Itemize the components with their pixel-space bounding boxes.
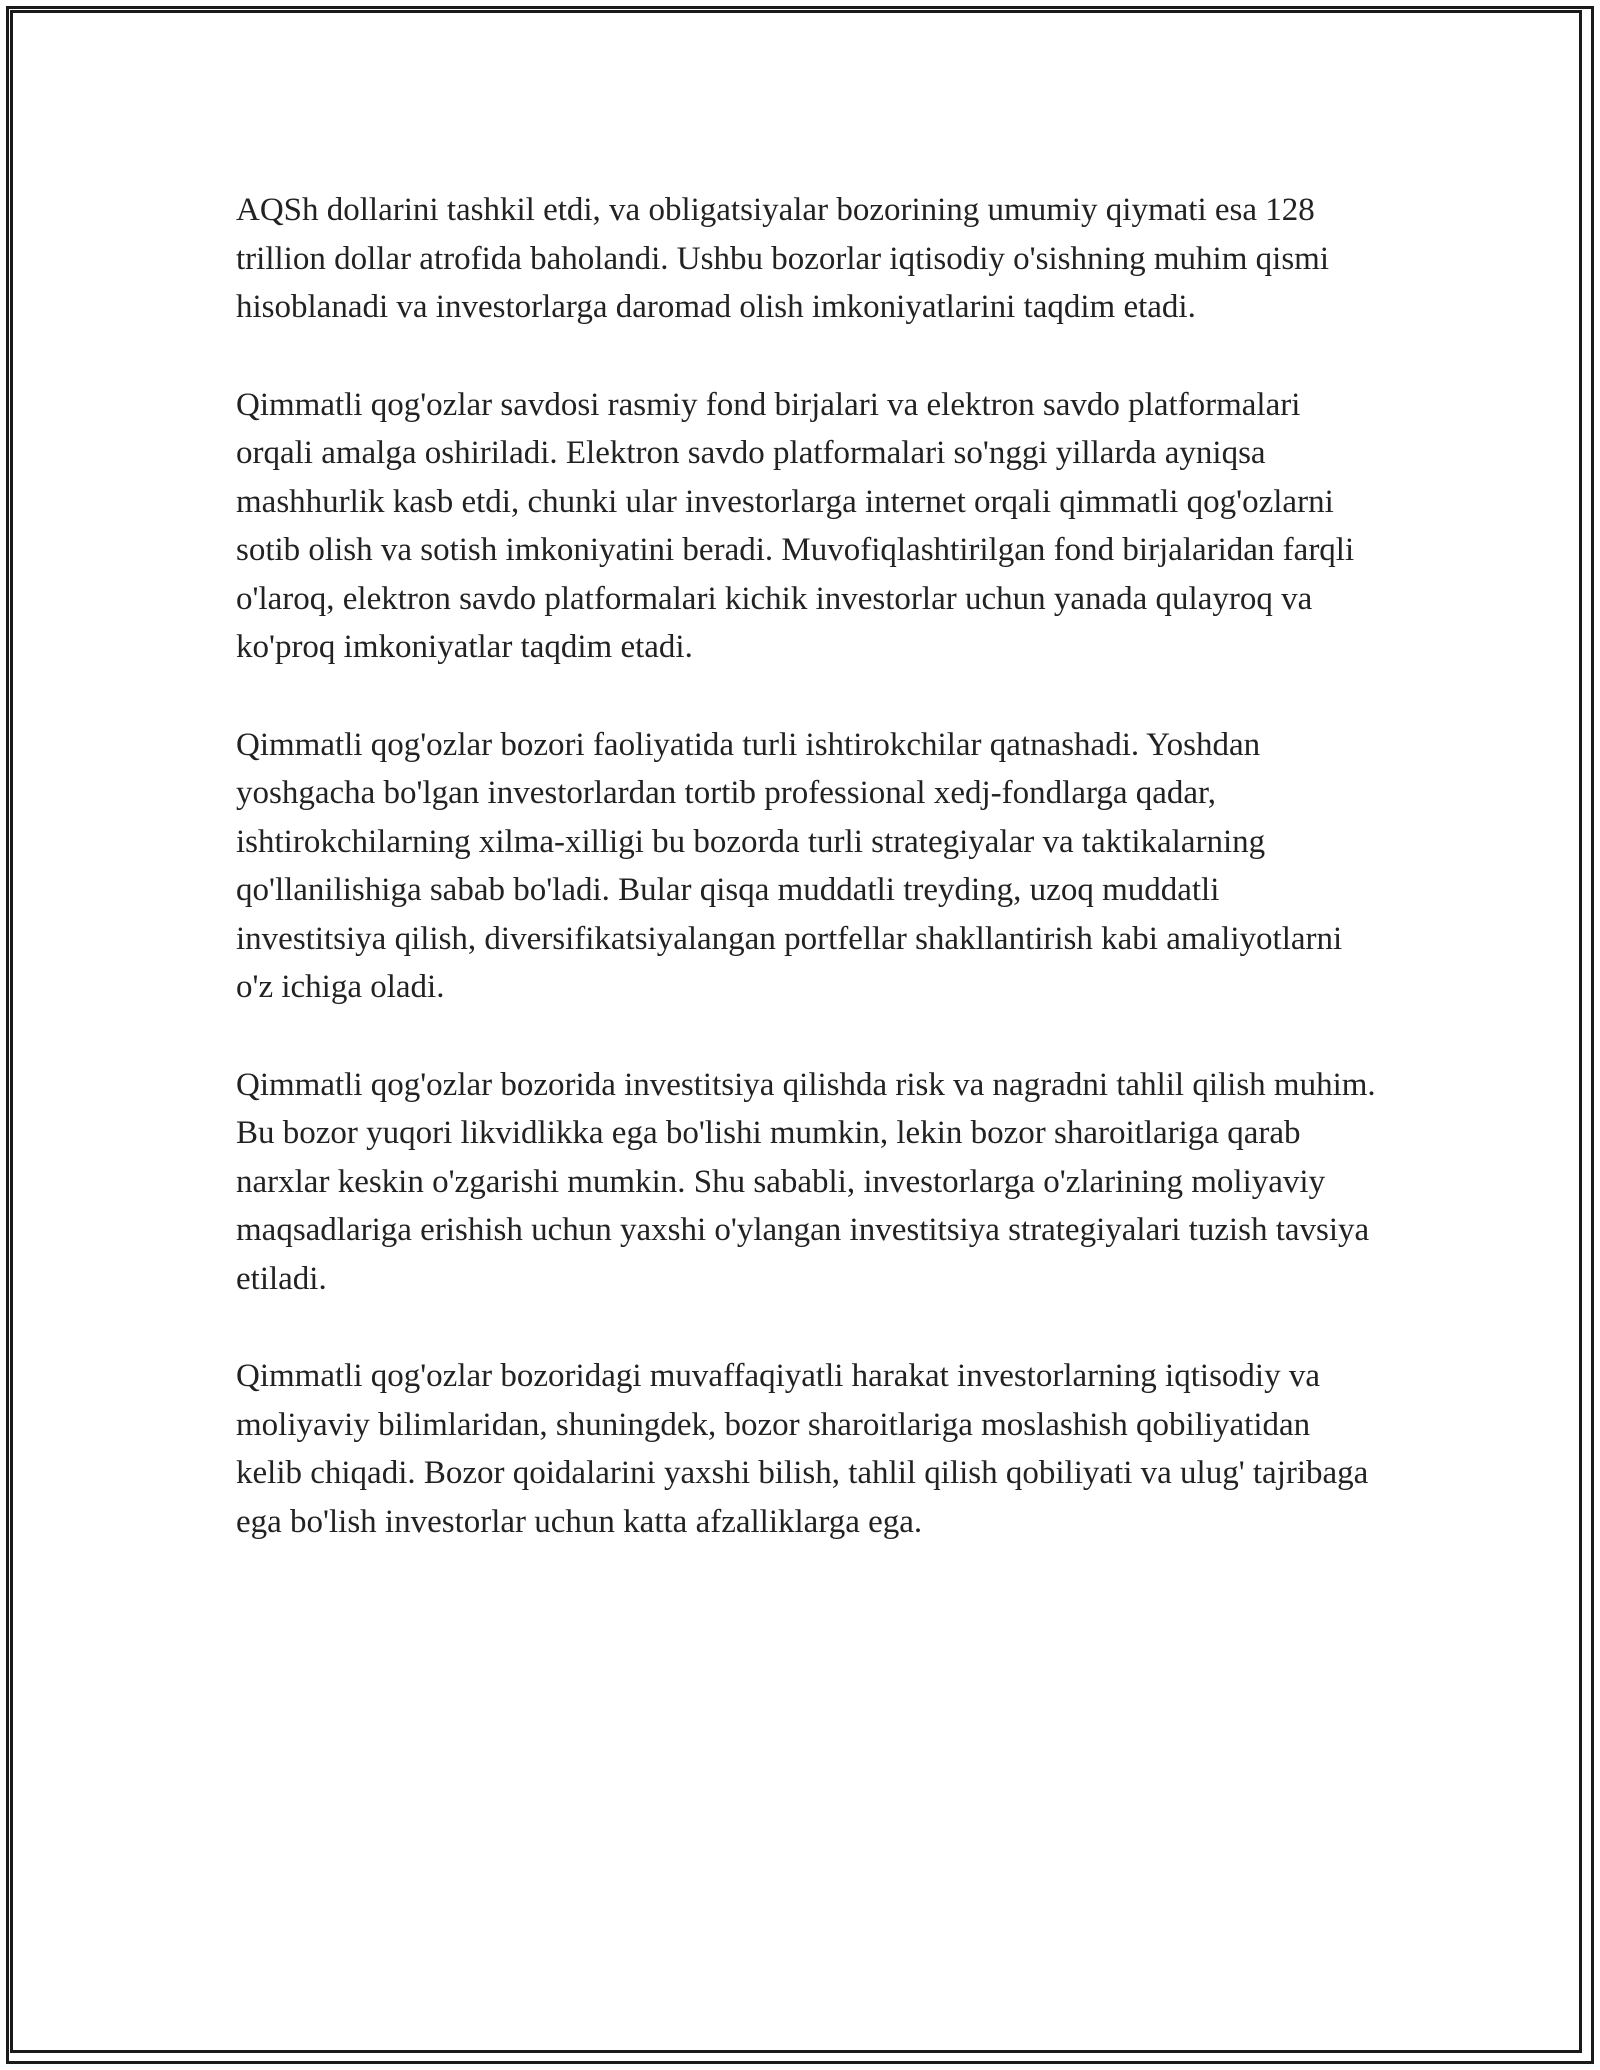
paragraph-2: Qimmatli qog'ozlar savdosi rasmiy fond birjalari va elektron savdo platformalari orqali amalga oshiriladi. Elektron savdo platformalari so'nggi yillarda ayniqsa mashhurlik kasb etdi, chunki ular investorlarga internet orqali qimmatli qog'ozlarni sotib olish va sotish imkoniyatini beradi. Muvofiqlashtirilgan fond birjalaridan farqli o'laroq, elektron savdo platformalari kichik investorlar uchun yanada qulayroq va ko'proq imkoniyatlar taqdim etadi.: [236, 386, 1355, 665]
document-body: [236, 186, 1376, 1595]
paragraph-3: Qimmatli qog'ozlar bozori faoliyatida turli ishtirokchilar qatnashadi. Yoshdan yoshgacha bo'lgan investorlardan tortib professional xedj-fondlarga qadar, ishtirokchilarning xilma-xilligi bu bozorda turli strategiyalar va taktikalarning qo'llanilishiga sabab bo'ladi. Bular qisqa muddatli treyding, uzoq muddatli investitsiya qilish, diversifikatsiyalangan portfellar shakllantirish kabi amaliyotlarni o'z ichiga oladi.: [236, 726, 1343, 1005]
paragraph-4: Qimmatli qog'ozlar bozorida investitsiya qilishda risk va nagradni tahlil qilish muhim. Bu bozor yuqori likvidlikka ega bo'lishi mumkin, lekin bozor sharoitlariga qarab narxlar keskin o'zgarishi mumkin. Shu sababli, investorlarga o'zlarining moliyaviy maqsadlariga erishish uchun yaxshi o'ylangan investitsiya strategiyalari tuzish tavsiya etiladi.: [236, 1066, 1376, 1297]
paragraph-5: Qimmatli qog'ozlar bozoridagi muvaffaqiyatli harakat investorlarning iqtisodiy va moliyaviy bilimlaridan, shuningdek, bozor sharoitlariga moslashish qobiliyatidan kelib chiqadi. Bozor qoidalarini yaxshi bilish, tahlil qilish qobiliyati va ulug' tajribaga ega bo'lish investorlar uchun katta afzalliklarga ega.: [236, 1358, 1369, 1540]
paragraph-1: AQSh dollarini tashkil etdi, va obligatsiyalar bozorining umumiy qiymati esa 128 trillion dollar atrofida baholandi. Ushbu bozorlar iqtisodiy o'sishning muhim qismi hisoblanadi va investorlarga daromad olish imkoniyatlarini taqdim etadi.: [236, 192, 1329, 325]
